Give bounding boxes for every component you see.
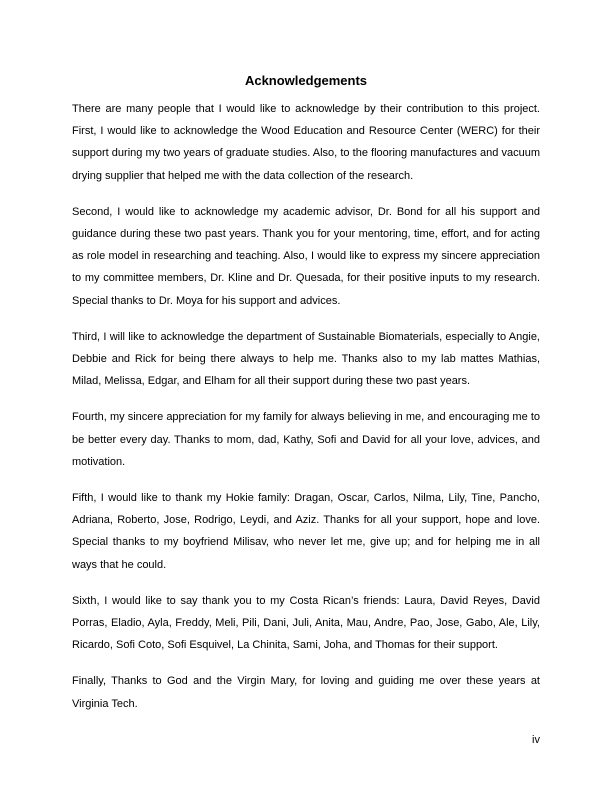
page-title: Acknowledgements [244,73,368,88]
paragraph-2: Second, I would like to acknowledge my academic advisor, Dr. Bond for all his support and guidance during these two past years. Thank you for your mentoring, time, effort, and for acting as role model in researching and teaching. Also, I would like to express my sincere appreciation to my committee members, Dr. Kline and Dr. Quesada, for their positive inputs to my research. Special thanks to Dr. Moya for his support and advices. [72,205,540,307]
acknowledgements-body [72,98,540,729]
paragraph-6: Sixth, I would like to say thank you to my Costa Rican’s friends: Laura, David Reyes, David Porras, Eladio, Ayla, Freddy, Meli, Pili, Dani, Juli, Anita, Mau, Andre, Pao, Jose, Gabo, Ale, Lily, Ricardo, Sofi Coto, Sofi Esquivel, La Chinita, Sami, Joha, and Thomas for their support. [72,594,540,652]
paragraph-1: There are many people that I would like to acknowledge by their contribution to this project. First, I would like to acknowledge the Wood Education and Resource Center (WERC) for their support during my two years of graduate studies. Also, to the flooring manufactures and vacuum drying supplier that helped me with the data collection of the research. [72,103,540,182]
paragraph-5: Fifth, I would like to thank my Hokie family: Dragan, Oscar, Carlos, Nilma, Lily, Tine, Pancho, Adriana, Roberto, Jose, Rodrigo, Leydi, and Aziz. Thanks for all your support, hope and love. Special thanks to my boyfriend Milisav, who never let me, give up; and for helping me in all ways that he could. [72,492,540,571]
paragraph-7: Finally, Thanks to God and the Virgin Mary, for loving and guiding me over these years at Virginia Tech. [72,675,540,710]
page-number: iv [532,734,540,746]
paragraph-4: Fourth, my sincere appreciation for my family for always believing in me, and encouraging me to be better every day. Thanks to mom, dad, Kathy, Sofi and David for all your love, advices, and motivation. [72,411,540,468]
paragraph-3: Third, I will like to acknowledge the department of Sustainable Biomaterials, especially to Angie, Debbie and Rick for being there always to help me. Thanks also to my lab mattes Mathias, Milad, Melissa, Edgar, and Elham for all their support during these two past years. [72,330,540,388]
